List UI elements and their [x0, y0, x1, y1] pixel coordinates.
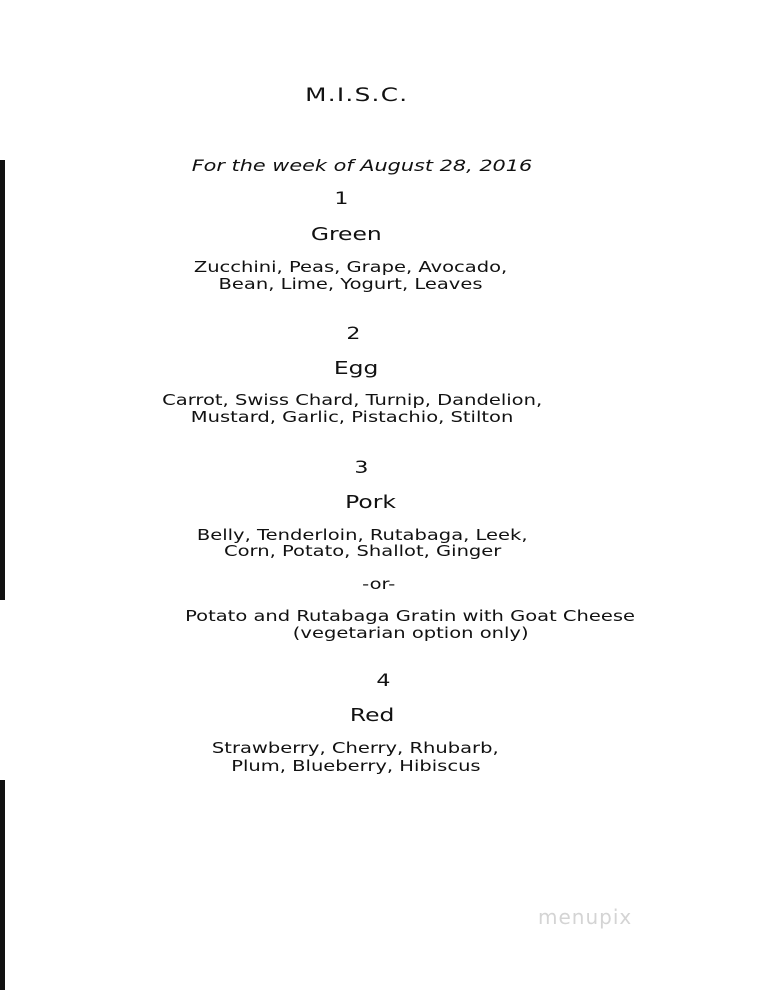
vegetarian-note: (vegetarian option only) [292, 624, 529, 642]
menupix-watermark: menupix [538, 905, 633, 929]
course-number: 2 [346, 324, 361, 344]
course-ingredients: Plum, Blueberry, Hibiscus [230, 757, 481, 775]
course-ingredients: Zucchini, Peas, Grape, Avocado, [193, 258, 508, 276]
vegetarian-option: Potato and Rutabaga Gratin with Goat Cheese [185, 607, 636, 625]
scan-edge-shadow [0, 780, 5, 990]
course-ingredients: Strawberry, Cherry, Rhubarb, [212, 739, 499, 757]
course-or-separator: -or- [361, 575, 396, 593]
menu-title: M.I.S.C. [304, 84, 409, 106]
course-ingredients: Mustard, Garlic, Pistachio, Stilton [191, 408, 514, 426]
course-number: 1 [334, 189, 349, 209]
course-ingredients: Belly, Tenderloin, Rutabaga, Leek, [197, 526, 528, 544]
course-ingredients: Corn, Potato, Shallot, Ginger [223, 542, 502, 560]
course-ingredients: Carrot, Swiss Chard, Turnip, Dandelion, [162, 391, 543, 409]
course-number: 3 [354, 458, 369, 478]
course-number: 4 [376, 671, 391, 691]
course-name: Red [350, 705, 395, 726]
course-name: Egg [334, 358, 379, 379]
course-name: Pork [345, 492, 396, 513]
course-name: Green [311, 224, 382, 245]
menu-date: For the week of August 28, 2016 [191, 156, 532, 175]
course-ingredients: Bean, Lime, Yogurt, Leaves [218, 275, 483, 293]
